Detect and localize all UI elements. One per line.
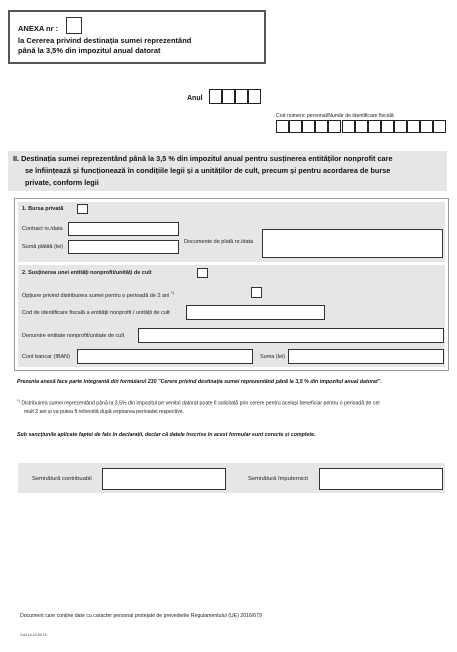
doc-plata-label: Documente de plată nr./data [184, 239, 254, 245]
annex-title-line1: la Cererea privind destinația sumei reprezentând [18, 36, 192, 45]
year-label: Anul [187, 95, 203, 102]
annex-title-line2: până la 3,5% din impozitul anual datorat [18, 46, 161, 55]
semnatura-contribuabil-label: Semnătură contribuabil [32, 476, 92, 482]
optiune-footnote-ref: *) [170, 290, 174, 295]
bursa-heading: 1. Bursa privată [22, 206, 64, 212]
bursa-checkbox[interactable] [77, 204, 88, 214]
annex-number-field[interactable] [66, 17, 82, 34]
iban-field[interactable] [77, 349, 253, 364]
doc-plata-field[interactable] [262, 229, 443, 258]
optiune-checkbox[interactable] [251, 287, 262, 298]
year-digit-1[interactable] [209, 89, 222, 104]
iban-label: Cont bancar (IBAN) [22, 354, 70, 360]
semnatura-imputernicit-field[interactable] [319, 468, 443, 490]
year-digit-3[interactable] [235, 89, 248, 104]
optiune-label: Opțiune privind distribuirea sumei pentru o perioadă de 2 ani *) [22, 290, 174, 299]
semnatura-imputernicit-label: Semnătură împuternicit [248, 476, 308, 482]
contract-field[interactable] [68, 222, 179, 236]
bursa-suma-field[interactable] [68, 240, 179, 254]
section2-title-line1: II. Destinația sumei reprezentând până la 3,5 % din impozitul anual pentru susținerea entităților nonprofit care [13, 154, 393, 163]
cnp-digit-4[interactable] [315, 120, 328, 133]
form-code: Cod 14.13.09.13 [20, 633, 47, 637]
year-digit-4[interactable] [248, 89, 261, 104]
cif-field[interactable] [186, 305, 325, 320]
footnote-line1: *) Distribuirea sumei reprezentând până la 3,5% din impozitul pe venitul datorat poate fi solicitată prin cerere pentru același beneficiar pentru o perioadă de cel [17, 398, 380, 407]
annex-label: ANEXA nr : [18, 24, 59, 33]
cnp-digit-5[interactable] [328, 120, 341, 133]
cnp-digit-3[interactable] [302, 120, 315, 133]
cnp-digit-13[interactable] [433, 120, 446, 133]
cnp-digit-12[interactable] [420, 120, 433, 133]
cnp-digit-8[interactable] [368, 120, 381, 133]
cnp-digit-10[interactable] [394, 120, 407, 133]
entitate-suma-label: Suma (lei) [260, 354, 286, 360]
entitate-heading: 2. Susținerea unei entități nonprofit/unități de cult [22, 270, 152, 276]
entitate-checkbox[interactable] [197, 268, 208, 278]
bursa-suma-label: Sumă plătită (lei) [22, 244, 64, 250]
denumire-field[interactable] [138, 328, 444, 343]
gdpr-note: Document care conține date cu caracter personal protejate de prevederile Regulamentului (UE) 2016/679 [20, 613, 262, 619]
contract-label: Contract nr./data [22, 226, 63, 232]
cnp-digit-11[interactable] [407, 120, 420, 133]
entitate-suma-field[interactable] [288, 349, 444, 364]
integral-note: Prezenta anexă face parte integrantă din formularul 230 "Cerere privind destinația sumei reprezentând până la 3,5 % din impozitul anual datorat". [17, 379, 382, 385]
cif-label: Cod de identificare fiscală a entității nonprofit / unității de cult [22, 310, 170, 316]
cnp-label: Cod numeric personal/Număr de identificare fiscală [276, 113, 394, 119]
denumire-label: Denumire entitate nonprofit/unitate de cult [22, 333, 125, 339]
declaration: Sub sancțiunile aplicate faptei de fals în declarații, declar că datele înscrise în acest formular sunt corecte și complete. [17, 432, 316, 438]
cnp-digit-9[interactable] [381, 120, 394, 133]
footnote-line2: mult 2 ani și va putea fi reînnoită după expirarea perioadei respective. [24, 409, 185, 415]
section2-title-line3: private, conform legii [25, 178, 99, 187]
cnp-digit-2[interactable] [289, 120, 302, 133]
year-digit-2[interactable] [222, 89, 235, 104]
section2-title-line2: se înființează și funcționează în condițiile legii și a unităților de cult, precum și pentru acordarea de burse [25, 166, 391, 175]
cnp-digit-6[interactable] [342, 120, 355, 133]
semnatura-contribuabil-field[interactable] [102, 468, 226, 490]
cnp-digit-7[interactable] [355, 120, 368, 133]
cnp-digit-1[interactable] [276, 120, 289, 133]
footnote-mark: *) [17, 398, 20, 403]
